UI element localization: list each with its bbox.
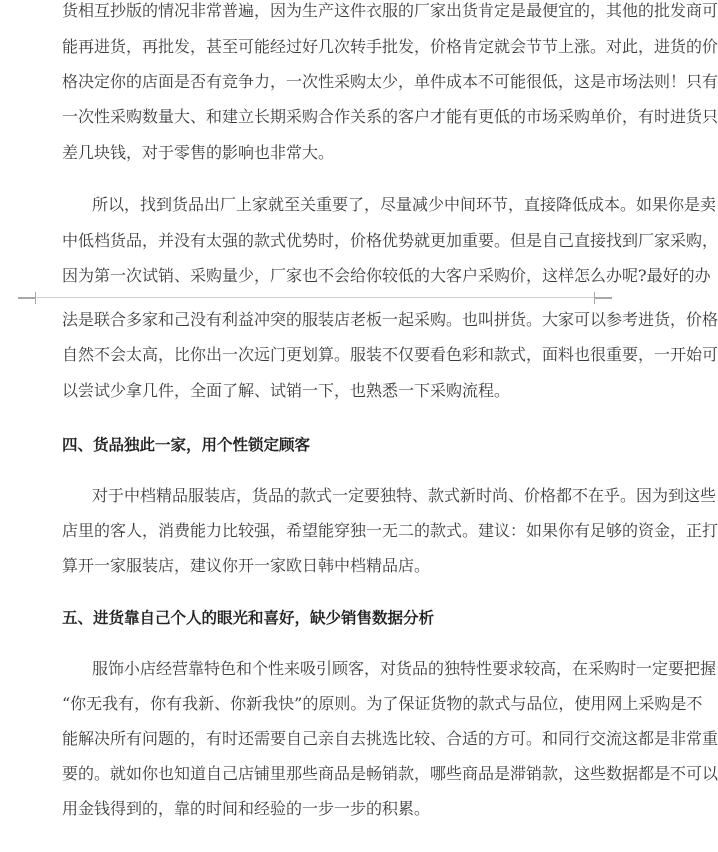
paragraph-line: 法是联合多家和己没有利益冲突的服装店老板一起采购。也叫拼货。大家可以参考进货，价格 [62, 310, 718, 329]
paragraph-line: 所以，找到货品出厂上家就至关重要了，尽量减少中间环节，直接降低成本。如果你是卖 [92, 195, 717, 214]
paragraph-line: 店里的客人，消费能力比较强，希望能穿独一无二的款式。建议：如果你有足够的资金，正打 [62, 521, 718, 540]
page-corner-mark [18, 298, 36, 304]
paragraph-line: “你无我有，你有我新、你新我快”的原则。为了保证货物的款式与品位，使用网上采购是不 [62, 694, 703, 713]
paragraph-line: 能解决所有问题的，有时还需要自己亲自去挑选比较、合适的方可。和同行交流这都是非常重 [62, 729, 718, 748]
paragraph-line: 格决定你的店面是否有竞争力，一次性采购太少，单件成本不可能很低，这是市场法则！只有 [62, 72, 718, 91]
paragraph-line: 中低档货品，并没有太强的款式优势时，价格优势就更加重要。但是自己直接找到厂家采购， [62, 231, 718, 250]
paragraph-line: 以尝试少拿几件，全面了解、试销一下，也熟悉一下采购流程。 [62, 381, 511, 400]
section-heading: 五、进货靠自己个人的眼光和喜好，缺少销售数据分析 [62, 608, 435, 627]
section-heading: 四、货品独此一家，用个性锁定顾客 [62, 435, 311, 454]
paragraph-line: 算开一家服装店，建议你开一家欧日韩中档精品店。 [62, 556, 431, 575]
paragraph-line: 货相互抄版的情况非常普遍，因为生产这件衣服的厂家出货肯定是最便宜的，其他的批发商可 [62, 1, 718, 20]
paragraph-line: 因为第一次试销、采购量少，厂家也不会给你较低的大客户采购价，这样怎么办呢?最好的办 [62, 266, 711, 285]
paragraph-line: 对于中档精品服装店，货品的款式一定要独特、款式新时尚、价格都不在乎。因为到这些 [92, 486, 717, 505]
page-break-line [36, 297, 594, 298]
paragraph-line: 服饰小店经营靠特色和个性来吸引顾客，对货品的独特性要求较高，在采购时一定要把握 [92, 659, 717, 678]
paragraph-line: 用金钱得到的，靠的时间和经验的一步一步的积累。 [62, 799, 431, 818]
paragraph-line: 一次性采购数量大、和建立长期采购合作关系的客户才能有更低的市场采购单价，有时进货只 [62, 107, 718, 126]
paragraph-line: 能再进货，再批发，甚至可能经过好几次转手批发，价格肯定就会节节上涨。对此，进货的价 [62, 37, 718, 56]
paragraph-line: 差几块钱，对于零售的影响也非常大。 [62, 143, 335, 162]
paragraph-line: 要的。就如你也知道自己店铺里那些商品是畅销款，哪些商品是滞销款，这些数据都是不可以 [62, 764, 718, 783]
paragraph-line: 自然不会太高，比你出一次远门更划算。服装不仅要看色彩和款式，面料也很重要，一开始可 [62, 345, 718, 364]
page-corner-mark [594, 298, 612, 304]
